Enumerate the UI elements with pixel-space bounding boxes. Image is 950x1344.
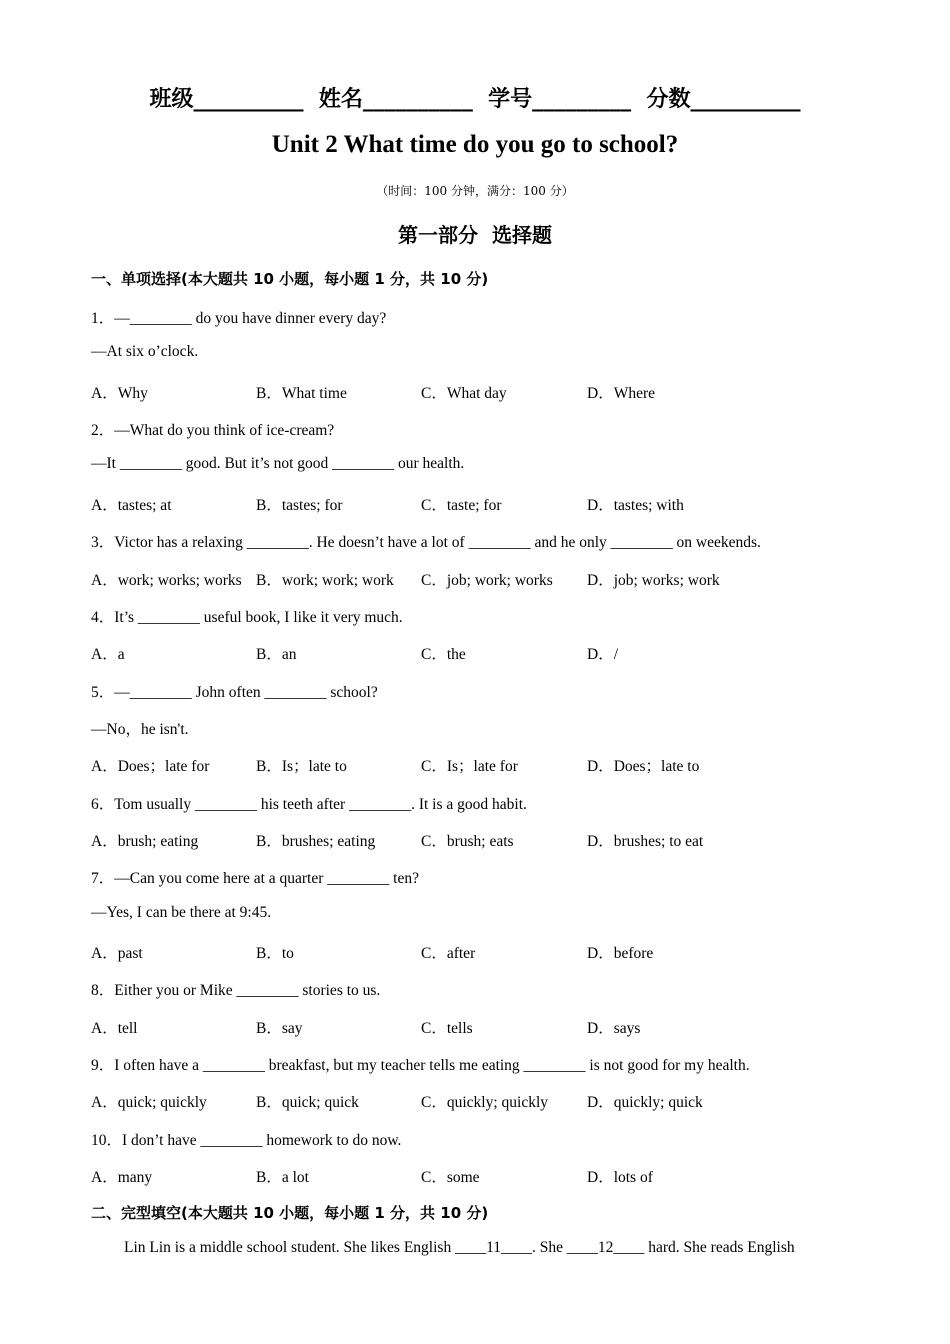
section-heading-single-choice: 一、单项选择(本大题共 10 小题，每小题 1 分，共 10 分) [91,270,489,288]
passage-text: hard. She reads English [644,1239,795,1256]
answer-option-b: B．tastes; for [256,496,343,514]
answer-option-d: D．Does；late to [587,758,700,776]
cloze-passage-line [124,1239,795,1257]
question-dialogue-line: —It ________ good. But it’s not good ________ our health. [91,455,465,473]
answer-option-c: C．job; work; works [421,571,553,589]
answer-option-b: B．quick; quick [256,1094,359,1112]
answer-option-c: C．tells [421,1019,473,1037]
passage-text: Lin Lin is a middle school student. She likes English [124,1239,456,1256]
answer-option-c: C．Is；late for [421,758,518,776]
question-dialogue-line: —No，he isn't. [91,720,189,738]
answer-option-b: B．to [256,945,294,962]
answer-option-b: B．brushes; eating [256,832,376,850]
answer-option-d: D．tastes; with [587,496,684,514]
answer-option-b: B．an [256,646,297,664]
answer-option-d: D．lots of [587,1169,653,1187]
worksheet-title: Unit 2 What time do you go to school? [271,131,679,158]
question-stem: 9．I often have a ________ breakfast, but my teacher tells me eating ________ is not good for my health. [91,1057,750,1074]
passage-blank-11: ____11____ [455,1239,533,1256]
answer-option-b: B．work; work; work [256,571,394,589]
student-info-header: 班级__________ 姓名__________ 学号_________ 分数__________ [149,87,801,112]
answer-option-a: A．quick; quickly [91,1094,207,1112]
answer-option-d: D．says [587,1019,641,1037]
section-heading-cloze: 二、完型填空(本大题共 10 小题，每小题 1 分，共 10 分) [91,1204,489,1222]
answer-option-c: C．taste; for [421,496,502,514]
time-score-note: （时间：100 分钟，满分：100 分） [376,184,574,198]
answer-option-d: D．brushes; to eat [587,832,704,850]
question-dialogue-line: —Yes, I can be there at 9:45. [91,903,272,921]
answer-option-b: B．say [256,1019,303,1037]
answer-option-c: C．quickly; quickly [421,1094,549,1112]
question-stem: 3．Victor has a relaxing ________. He doesn’t have a lot of ________ and he only ________ on weekends. [91,534,761,552]
answer-option-a: A．past [91,945,143,962]
answer-option-c: C．the [421,646,466,664]
question-stem: 2．—What do you think of ice-cream? [91,422,335,440]
question-stem: 10．I don’t have ________ homework to do now. [91,1131,402,1149]
answer-option-a: A．many [91,1169,153,1187]
question-stem: 5．—________ John often ________ school? [91,683,378,701]
answer-option-a: A．work; works; works [91,571,242,589]
passage-text: . She [532,1239,567,1256]
answer-option-b: B．What time [256,384,347,402]
question-stem: 1．—________ do you have dinner every day? [91,310,387,327]
question-stem: 6．Tom usually ________ his teeth after ________. It is a good habit. [91,795,527,813]
answer-option-a: A．brush; eating [91,832,199,850]
answer-option-c: C．What day [421,384,507,402]
answer-option-d: D．job; works; work [587,571,720,589]
answer-option-a: A．tastes; at [91,496,172,514]
question-dialogue-line: —At six o’clock. [91,343,199,361]
answer-option-d: D．/ [587,646,619,664]
question-stem: 4．It’s ________ useful book, I like it very much. [91,608,403,626]
answer-option-d: D．quickly; quick [587,1094,703,1112]
answer-option-c: C．brush; eats [421,832,514,850]
answer-option-c: C．some [421,1169,480,1187]
answer-option-d: D．Where [587,384,655,402]
answer-option-a: A．Does；late for [91,758,210,776]
question-stem: 8．Either you or Mike ________ stories to us. [91,982,381,1000]
answer-option-b: B．Is；late to [256,758,347,776]
answer-option-a: A．a [91,646,125,664]
answer-option-c: C．after [421,945,476,962]
answer-option-a: A．tell [91,1019,138,1037]
passage-blank-12: ____12____ [566,1239,645,1256]
answer-option-d: D．before [587,945,654,962]
question-stem: 7．—Can you come here at a quarter ________ ten? [91,870,419,888]
answer-option-a: A．Why [91,384,148,402]
part-title: 第一部分 选择题 [398,223,552,247]
answer-option-b: B．a lot [256,1169,309,1187]
